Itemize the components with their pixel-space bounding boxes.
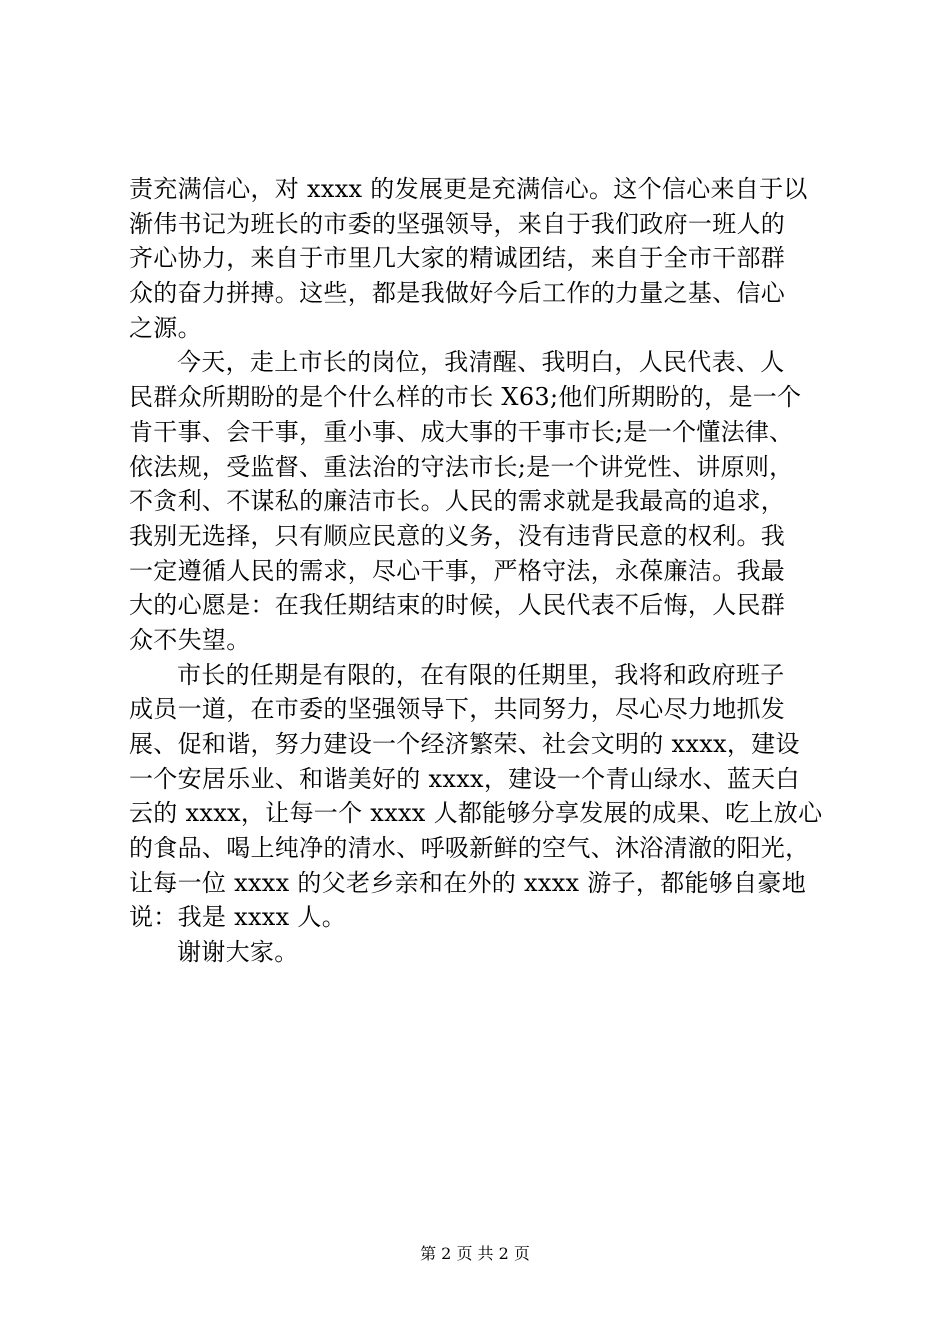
page-footer: 第 2 页 共 2 页 bbox=[420, 1244, 530, 1263]
text-line: 肯干事、会干事，重小事、成大事的干事市长;是一个懂法律、 bbox=[129, 417, 794, 446]
paragraph-start-line: 谢谢大家。 bbox=[177, 938, 299, 967]
text-line: 不贪利、不谋私的廉洁市长。人民的需求就是我最高的追求， bbox=[129, 487, 786, 516]
text-line: 让每一位 xxxx 的父老乡亲和在外的 xxxx 游子，都能够自豪地 bbox=[129, 868, 806, 897]
text-line: 依法规，受监督、重法治的守法市长;是一个讲党性、讲原则， bbox=[129, 452, 794, 481]
text-line: 我别无选择，只有顺应民意的义务，没有违背民意的权利。我 bbox=[129, 521, 786, 550]
text-line: 一个安居乐业、和谐美好的 xxxx，建设一个青山绿水、蓝天白 bbox=[129, 764, 800, 793]
text-line: 之源。 bbox=[129, 313, 202, 342]
text-line: 说：我是 xxxx 人。 bbox=[129, 903, 346, 932]
text-line: 民群众所期盼的是个什么样的市长 X63;他们所期盼的，是一个 bbox=[129, 383, 802, 412]
text-line: 展、促和谐，努力建设一个经济繁荣、社会文明的 xxxx，建设 bbox=[129, 730, 800, 758]
text-line: 众不失望。 bbox=[129, 625, 251, 654]
text-line: 渐伟书记为班长的市委的坚强领导，来自于我们政府一班人的 bbox=[129, 209, 786, 238]
text-line: 的食品、喝上纯净的清水、呼吸新鲜的空气、沐浴清澈的阳光， bbox=[129, 834, 810, 863]
text-line: 成员一道，在市委的坚强领导下，共同努力，尽心尽力地抓发 bbox=[129, 695, 786, 724]
body-text bbox=[129, 172, 829, 970]
text-line: 大的心愿是：在我任期结束的时候，人民代表不后悔，人民群 bbox=[129, 591, 786, 620]
text-line: 责充满信心，对 xxxx 的发展更是充满信心。这个信心来自于以 bbox=[129, 175, 808, 203]
paragraph-start-line: 今天，走上市长的岗位，我清醒、我明白，人民代表、人 bbox=[177, 348, 785, 377]
text-line: 一定遵循人民的需求，尽心干事，严格守法，永葆廉洁。我最 bbox=[129, 556, 786, 585]
text-line: 云的 xxxx，让每一个 xxxx 人都能够分享发展的成果、吃上放心 bbox=[129, 799, 823, 828]
text-line: 齐心协力，来自于市里几大家的精诚团结，来自于全市干部群 bbox=[129, 244, 786, 273]
paragraph-start-line: 市长的任期是有限的，在有限的任期里，我将和政府班子 bbox=[177, 660, 785, 689]
text-line: 众的奋力拼搏。这些，都是我做好今后工作的力量之基、信心 bbox=[129, 279, 786, 308]
